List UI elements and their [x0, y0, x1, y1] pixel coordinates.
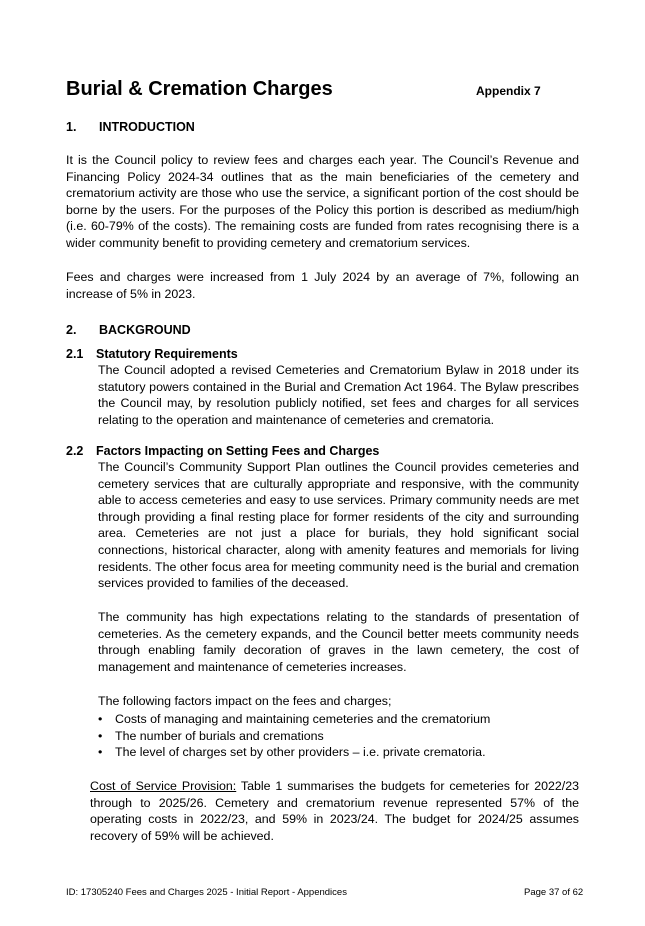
factors-paragraph-3: The following factors impact on the fees and charges; — [98, 694, 392, 708]
intro-paragraph-1: It is the Council policy to review fees and charges each year. The Council’s Revenue and Financing Policy 2024-34 outlines that as the main beneficiaries of the cemetery and crematorium activity are those who use the service, a significant portion of the cost should be borne by the users. For the purposes of the Policy this portion is described as medium/high (i.e. 60-79% of the costs). The remaining costs are funded from rates recognising there is a wider community benefit to providing cemetery and crematorium services. — [66, 153, 579, 250]
list-item-text: The level of charges set by other providers – i.e. private crematoria. — [115, 745, 486, 760]
factors-paragraph-2: The community has high expectations relating to the standards of presentation of cemeteries. As the cemetery expands, and the Council better meets community needs through enabling family decoration of graves in the lawn cemetery, the cost of management and maintenance of cemeteries increases. — [98, 610, 579, 674]
subsection-2-1-title: Statutory Requirements — [96, 347, 238, 361]
cost-of-service-paragraph — [90, 778, 579, 844]
subsection-2-1-heading — [66, 347, 238, 361]
subsection-2-2-title: Factors Impacting on Setting Fees and Charges — [96, 444, 380, 458]
list-item — [98, 711, 579, 728]
section-1-heading — [66, 120, 195, 134]
factors-paragraph-1: The Council’s Community Support Plan outlines the Council provides cemeteries and cemetery services that are culturally appropriate and responsive, with the community able to access cemeteries and easy to use services. Primary community needs are met through providing a final resting place for former residents of the city and surrounding area. Cemeteries are not just a place for burials, they hold significant social connections, historical character, along with amenity features and memorials for living residents. The other focus area for meeting community need is the burial and cremation services provided to families of the deceased. — [98, 460, 579, 591]
bullet-glyph: • — [98, 728, 103, 743]
section-1-number: 1. — [66, 120, 77, 134]
subsection-2-1-number: 2.1 — [66, 347, 84, 361]
section-1-title: INTRODUCTION — [99, 120, 195, 134]
list-item — [98, 728, 579, 745]
intro-paragraph-2: Fees and charges were increased from 1 July 2024 by an average of 7%, following an increase of 5% in 2023. — [66, 270, 579, 301]
list-item — [98, 744, 579, 761]
factors-bullet-list — [98, 711, 579, 761]
footer-document-id: ID: 17305240 Fees and Charges 2025 - Initial Report - Appendices — [66, 887, 347, 898]
document-title: Burial & Cremation Charges — [66, 78, 333, 100]
section-2-number: 2. — [66, 323, 77, 337]
section-2-title: BACKGROUND — [99, 323, 191, 337]
appendix-label: Appendix 7 — [476, 84, 541, 98]
subsection-2-2-number: 2.2 — [66, 444, 84, 458]
footer-page-number: Page 37 of 62 — [524, 887, 584, 898]
cost-of-service-text: Table 1 summarises the budgets for cemeteries for 2022/23 through to 2025/26. Cemetery and crematorium revenue represented 57% of the operating costs in 2022/23, and 59% in 2023/24. The budget for 2024/25 assumes recovery of 59% will be achieved. — [90, 779, 579, 843]
cost-of-service-label: Cost of Service Provision: — [90, 779, 237, 793]
subsection-2-2-heading — [66, 444, 379, 458]
statutory-paragraph: The Council adopted a revised Cemeteries and Crematorium Bylaw in 2018 under its statutory powers contained in the Burial and Cremation Act 1964. The Bylaw prescribes the Council may, by resolution publicly notified, set fees and charges for all services relating to the operation and maintenance of cemeteries and crematoria. — [98, 363, 579, 427]
list-item-text: Costs of managing and maintaining cemeteries and the crematorium — [115, 712, 491, 726]
section-2-heading — [66, 323, 191, 337]
bullet-glyph: • — [98, 745, 103, 760]
list-item-text: The number of burials and cremations — [115, 728, 324, 743]
bullet-glyph: • — [98, 712, 103, 726]
